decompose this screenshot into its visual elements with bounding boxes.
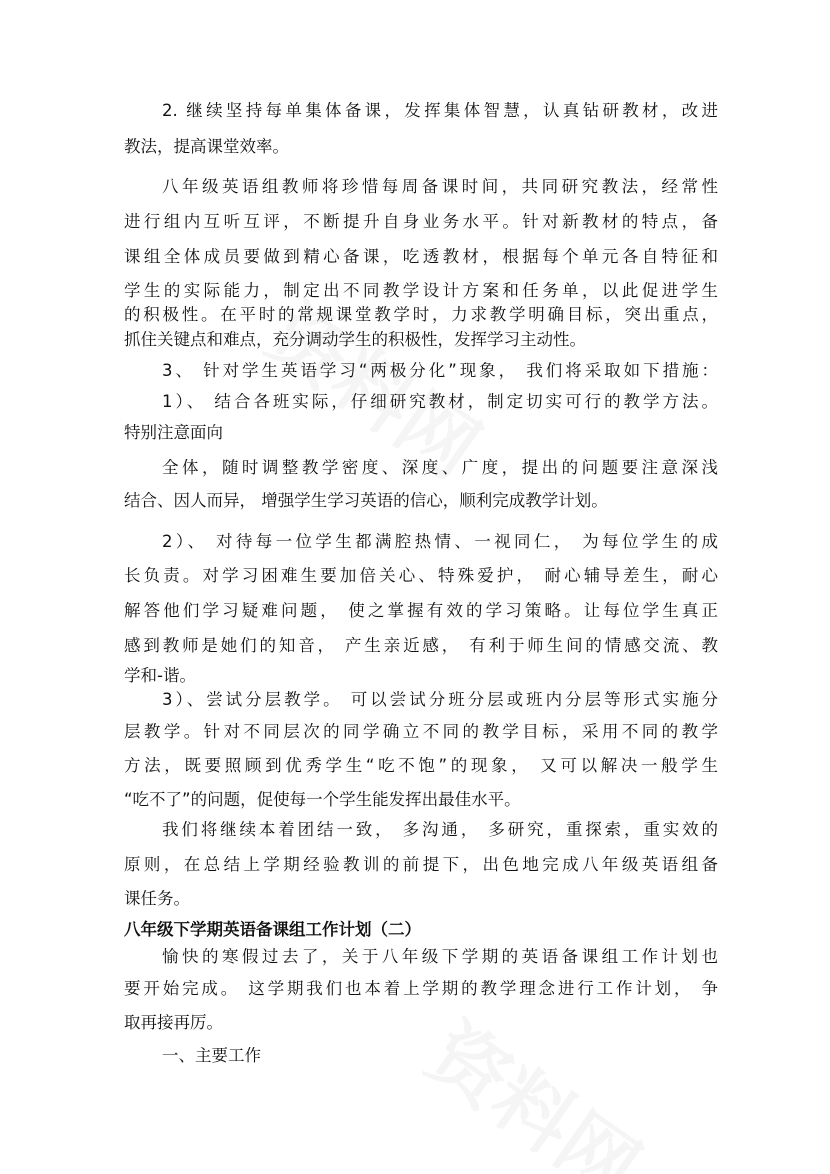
paragraph-line: 1）、 结合各班实际，仔细研究教材，制定切实可行的教学方法。 bbox=[162, 392, 718, 411]
paragraph-line: 长负责。对学习困难生要加倍关心、特殊爱护， 耐心辅导差生，耐心 bbox=[124, 566, 718, 585]
paragraph-line: 课组全体成员要做到精心备课，吃透教材，根据每个单元各自特征和 bbox=[124, 247, 718, 266]
paragraph-line: 层教学。针对不同层次的同学确立不同的教学目标，采用不同的教学 bbox=[124, 722, 718, 741]
watermark bbox=[409, 993, 665, 1174]
paragraph-line: 3）、尝试分层教学。 可以尝试分班分层或班内分层等形式实施分 bbox=[162, 690, 718, 709]
paragraph-line: 感到教师是她们的知音， 产生亲近感， 有利于师生间的情感交流、教 bbox=[124, 636, 718, 655]
paragraph-line: 课任务。 bbox=[124, 889, 190, 908]
paragraph-line: 教法，提高课堂效率。 bbox=[124, 137, 289, 156]
paragraph-line: 结合、因人而异， 增强学生学习英语的信心，顺利完成教学计划。 bbox=[124, 491, 608, 510]
paragraph-line: 取再接再厉。 bbox=[124, 1013, 223, 1032]
paragraph-line: 解答他们学习疑难问题， 使之掌握有效的学习策略。让每位学生真正 bbox=[124, 601, 718, 620]
paragraph-line: “吃不了”的问题，促使每一个学生能发挥出最佳水平。 bbox=[124, 790, 521, 809]
paragraph-line: 学生的实际能力，制定出不同教学设计方案和任务单，以此促进学生 bbox=[124, 281, 718, 300]
paragraph-line: 八年级英语组教师将珍惜每周备课时间，共同研究教法，经常性 bbox=[162, 177, 718, 196]
section-heading: 八年级下学期英语备课组工作计划（二） bbox=[124, 920, 421, 939]
paragraph-line: 的积极性。在平时的常规课堂教学时，力求教学明确目标，突出重点， bbox=[124, 305, 718, 324]
paragraph-line: 要开始完成。 这学期我们也本着上学期的教学理念进行工作计划， 争 bbox=[124, 979, 718, 998]
paragraph-line: 进行组内互听互评，不断提升自身业务水平。针对新教材的特点，备 bbox=[124, 212, 718, 231]
paragraph-line: 2）、 对待每一位学生都满腔热情、一视同仁， 为每位学生的成 bbox=[162, 532, 718, 551]
subsection-heading: 一、主要工作 bbox=[162, 1046, 261, 1065]
paragraph-line: 方法，既要照顾到优秀学生“吃不饱”的现象， 又可以解决一般学生 bbox=[124, 756, 718, 775]
paragraph-line: 我们将继续本着团结一致， 多沟通， 多研究，重探索，重实效的 bbox=[162, 820, 718, 839]
paragraph-line: 原则，在总结上学期经验教训的前提下，出色地完成八年级英语组备 bbox=[124, 855, 718, 874]
paragraph-line: 全体，随时调整教学密度、深度、广度，提出的问题要注意深浅 bbox=[162, 458, 718, 477]
paragraph-line: 3、 针对学生英语学习“两极分化”现象， 我们将采取如下措施： bbox=[162, 361, 718, 380]
paragraph-line: 特别注意面向 bbox=[124, 423, 223, 442]
paragraph-line: 学和-谐。 bbox=[124, 666, 196, 685]
paragraph-line: 抓住关键点和难点，充分调动学生的积极性，发挥学习主动性。 bbox=[124, 330, 586, 349]
paragraph-line: 2. 继续坚持每单集体备课，发挥集体智慧，认真钻研教材，改进 bbox=[162, 101, 718, 120]
paragraph-line: 愉快的寒假过去了，关于八年级下学期的英语备课组工作计划也 bbox=[162, 947, 718, 966]
